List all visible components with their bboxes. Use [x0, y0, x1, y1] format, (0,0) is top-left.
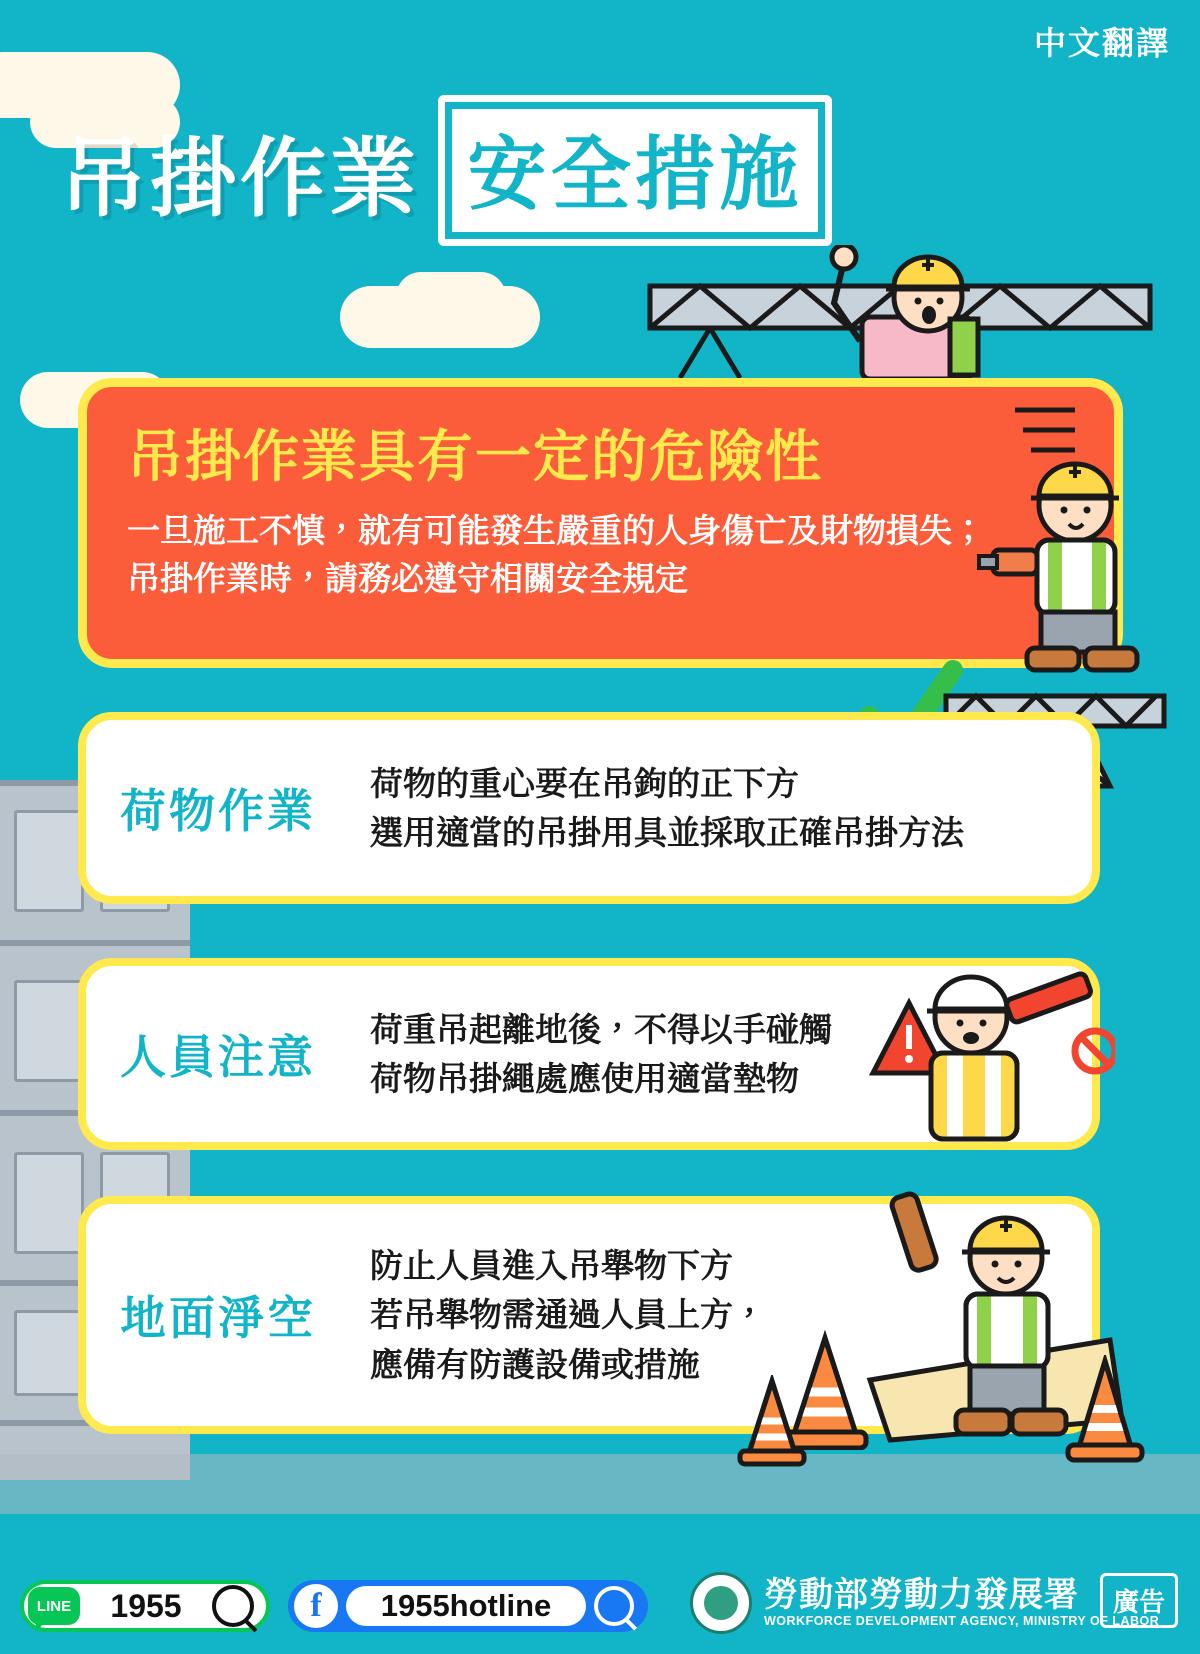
- cloud-decoration: [396, 272, 506, 322]
- card-line: 荷物吊掛繩處應使用適當墊物: [370, 1060, 799, 1097]
- organization-block: [690, 1572, 1159, 1634]
- line-contact-chip[interactable]: [20, 1580, 270, 1632]
- search-icon[interactable]: [594, 1586, 634, 1626]
- agency-seal-icon: [690, 1572, 752, 1634]
- card-line: 荷物的重心要在吊鉤的正下方: [370, 764, 799, 802]
- card-line: 若吊舉物需通過人員上方，: [370, 1296, 766, 1334]
- card-label: 人員注意: [120, 1031, 316, 1083]
- card-body: [370, 759, 964, 858]
- traffic-cone-icon: [1065, 1355, 1145, 1463]
- ground-strip: [0, 1454, 1200, 1514]
- alert-body: 一旦施工不慎，就有可能發生嚴重的人身傷亡及財物損失；吊掛作業時，請務必遵守相關安全規定: [127, 512, 985, 597]
- line-icon: LINE: [28, 1587, 80, 1625]
- worker-holding-beam-illustration: [855, 955, 1115, 1150]
- title-boxed-text: 安全措施: [467, 130, 803, 219]
- info-card-load-handling: [78, 712, 1100, 904]
- card-label: 荷物作業: [120, 785, 316, 837]
- organization-name: 勞動部勞動力發展署: [764, 1576, 1079, 1615]
- search-icon[interactable]: [212, 1585, 254, 1627]
- line-id-text: 1955: [110, 1587, 182, 1624]
- danger-alert-panel: [78, 378, 1123, 668]
- traffic-cone-icon: [737, 1375, 807, 1467]
- worker-drill-illustration: [975, 400, 1175, 680]
- card-label: 地面淨空: [120, 1292, 316, 1344]
- poster-title: [60, 95, 832, 246]
- title-main-text: 吊掛作業: [60, 130, 420, 227]
- footer-bar: [0, 1534, 1200, 1654]
- card-body: [370, 1241, 766, 1390]
- alert-heading: 吊掛作業具有一定的危險性: [127, 425, 823, 488]
- card-line: 應備有防護設備或措施: [370, 1345, 700, 1383]
- card-line: 選用適當的吊掛用具並採取正確吊掛方法: [370, 814, 964, 851]
- advertisement-label: 廣告: [1100, 1573, 1178, 1628]
- card-line: 荷重吊起離地後，不得以手碰觸: [370, 1010, 832, 1048]
- facebook-contact-chip[interactable]: [288, 1580, 648, 1632]
- worker-waving-illustration: [800, 245, 1020, 385]
- facebook-id-text: 1955hotline: [346, 1586, 586, 1626]
- facebook-icon: f: [294, 1584, 338, 1628]
- translation-tag: 中文翻譯: [1033, 25, 1170, 61]
- organization-name-english: WORKFORCE DEVELOPMENT AGENCY, MINISTRY OF LABOR: [764, 1613, 1160, 1628]
- card-line: 防止人員進入吊舉物下方: [370, 1246, 733, 1284]
- card-body: [370, 1005, 832, 1104]
- title-highlight-box: [438, 95, 832, 246]
